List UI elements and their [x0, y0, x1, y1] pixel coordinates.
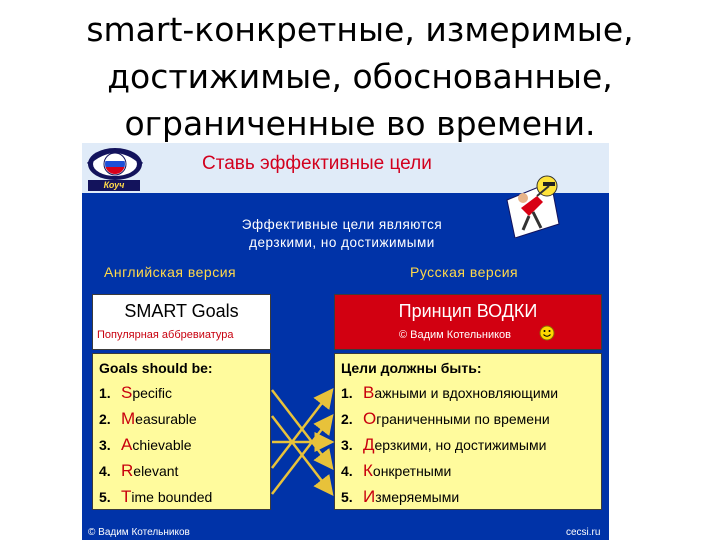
goals-panel [82, 143, 609, 540]
item-number: 5. [341, 489, 353, 505]
item-initial: И [363, 487, 376, 506]
vodki-box-title: Принцип ВОДКИ [398, 301, 538, 321]
smart-box-subtitle: Популярная аббревиатура [97, 329, 234, 341]
item-initial: S [121, 383, 133, 402]
subtitle-line: дерзкими, но достижимыми [249, 235, 435, 250]
item-text: онкретными [372, 463, 452, 479]
item-text: elevant [133, 463, 179, 479]
item-text: pecific [132, 385, 173, 401]
item-text: chievable [132, 437, 192, 453]
slide-title-line: достижимые, обоснованные, [107, 57, 613, 96]
vodki-box-subtitle: © Вадим Котельников [399, 329, 512, 341]
item-initial: Д [363, 435, 375, 454]
item-text: ажными и вдохновляющими [374, 385, 559, 401]
item-number: 2. [99, 411, 111, 427]
item-number: 1. [341, 385, 353, 401]
item-number: 5. [99, 489, 111, 505]
russian-version-label: Русская версия [410, 264, 519, 280]
item-initial: A [121, 435, 133, 454]
subtitle-line: Эффективные цели являются [241, 217, 443, 232]
item-initial: В [363, 383, 375, 402]
footer-site: cecsi.ru [566, 527, 601, 538]
slide-title [0, 6, 720, 147]
slide-title-line: smart-конкретные, измеримые, [86, 10, 634, 49]
footer-copyright: © Вадим Котельников [88, 527, 190, 538]
item-number: 4. [341, 463, 353, 479]
item-initial: T [121, 487, 132, 506]
smart-list-heading: Goals should be: [99, 360, 213, 376]
item-text: ерзкими, но достижимыми [374, 437, 547, 453]
item-text: граниченными по времени [376, 411, 550, 427]
smart-box-title: SMART Goals [124, 301, 239, 321]
item-number: 4. [99, 463, 111, 479]
item-text: змеряемыми [375, 489, 460, 505]
mapping-arrows [82, 143, 609, 540]
slide-title-line: ограниченные во времени. [124, 104, 596, 143]
item-initial: R [121, 461, 134, 480]
panel-title: Ставь эффективные цели [202, 153, 432, 174]
item-text: ime bounded [131, 489, 213, 505]
english-version-label: Английская версия [104, 264, 237, 280]
item-number: 3. [341, 437, 353, 453]
item-initial: О [363, 409, 377, 428]
item-text: easurable [135, 411, 197, 427]
item-number: 3. [99, 437, 111, 453]
item-number: 1. [99, 385, 111, 401]
item-initial: К [363, 461, 373, 480]
item-number: 2. [341, 411, 353, 427]
vodki-list-heading: Цели должны быть: [341, 360, 482, 376]
item-initial: M [121, 409, 136, 428]
logo-label: Коуч [88, 180, 140, 191]
